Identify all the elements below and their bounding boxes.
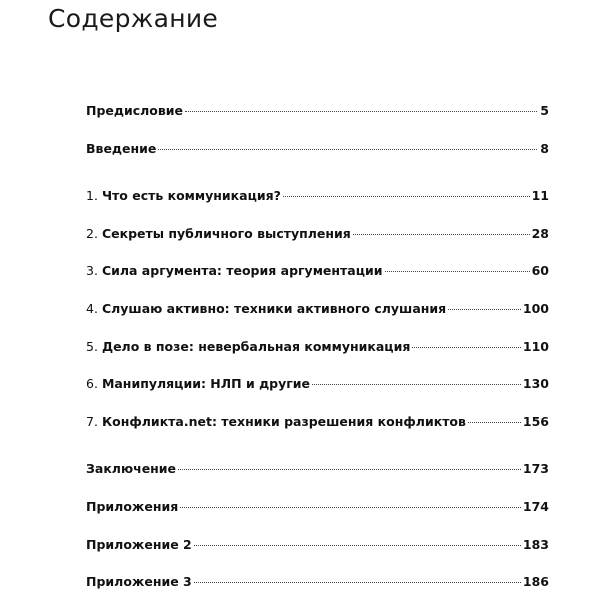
toc-page-number: 28 [531, 226, 549, 241]
toc-entry-introduction[interactable] [86, 139, 549, 159]
chapter-number: 4. [86, 301, 98, 316]
dot-leader [283, 196, 530, 197]
dot-leader [194, 582, 521, 583]
dot-leader [158, 149, 537, 150]
dot-leader [468, 422, 521, 423]
toc-entry-text: Приложение 3 [86, 574, 192, 589]
toc-entry-text: Манипуляции: НЛП и другие [101, 376, 311, 391]
dot-leader [412, 347, 521, 348]
chapter-number: 7. [86, 414, 98, 429]
toc-entry-text: Дело в позе: невербальная коммуникация [101, 339, 411, 354]
toc-entry-chapter-6[interactable] [86, 374, 549, 394]
toc-page-number: 183 [522, 537, 549, 552]
toc-entry-appendix-2[interactable] [86, 535, 549, 555]
toc-entry-chapter-5[interactable] [86, 337, 549, 357]
toc-page-number: 60 [531, 263, 549, 278]
toc-entry-preface[interactable] [86, 101, 549, 121]
toc-entry-text: Сила аргумента: теория аргументации [101, 263, 383, 278]
toc-page-number: 110 [522, 339, 549, 354]
toc-entry-conclusion[interactable] [86, 459, 549, 479]
toc-page-number: 5 [540, 103, 549, 118]
toc-page-number: 8 [540, 141, 549, 156]
toc-entry-text: Секреты публичного выступления [101, 226, 351, 241]
toc-page-number: 156 [522, 414, 549, 429]
toc-page-number: 11 [531, 188, 549, 203]
page-title: Содержание [48, 4, 219, 33]
toc-entry-text: Конфликта.net: техники разрешения конфликтов [101, 414, 466, 429]
toc-entry-text: Приложение 2 [86, 537, 192, 552]
toc-page-number: 174 [522, 499, 549, 514]
chapter-number: 2. [86, 226, 98, 241]
chapter-number: 6. [86, 376, 98, 391]
toc-entry-chapter-1[interactable] [86, 186, 549, 206]
toc-entry-text: Заключение [86, 461, 177, 476]
toc-entry-chapter-3[interactable] [86, 261, 549, 281]
dot-leader [353, 234, 530, 235]
chapter-number: 3. [86, 263, 98, 278]
dot-leader [385, 271, 530, 272]
toc-entry-text: Приложения [86, 499, 179, 514]
toc-entry-appendix-3[interactable] [86, 572, 549, 592]
dot-leader [312, 384, 521, 385]
toc-entry-chapter-7[interactable] [86, 412, 549, 432]
dot-leader [180, 507, 521, 508]
dot-leader [194, 545, 521, 546]
chapter-number: 1. [86, 188, 98, 203]
dot-leader [178, 469, 521, 470]
toc-page-number: 186 [522, 574, 549, 589]
toc-entry-text: Предисловие [86, 103, 184, 118]
toc-page-number: 173 [522, 461, 549, 476]
toc-entry-text: Введение [86, 141, 157, 156]
dot-leader [185, 111, 537, 112]
toc-entry-appendices[interactable] [86, 497, 549, 517]
chapter-number: 5. [86, 339, 98, 354]
toc-page-number: 100 [522, 301, 549, 316]
toc-entry-chapter-4[interactable] [86, 299, 549, 319]
toc-entry-text: Что есть коммуникация? [101, 188, 281, 203]
toc-entry-chapter-2[interactable] [86, 224, 549, 244]
dot-leader [448, 309, 521, 310]
toc-page-number: 130 [522, 376, 549, 391]
toc-entry-text: Слушаю активно: техники активного слушания [101, 301, 447, 316]
